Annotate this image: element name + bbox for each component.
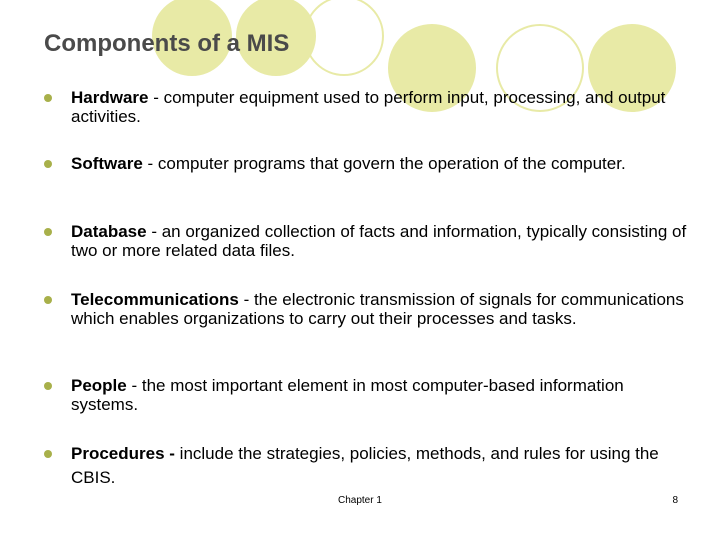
bullet-text: - computer equipment used to perform input, processing, and output activities.: [71, 88, 666, 126]
bullet-dot-icon: [44, 228, 52, 236]
bullet-text: - the most important element in most computer-based information systems.: [71, 376, 624, 414]
bullet-item-procedures: [44, 442, 694, 490]
bullet-item-telecommunications: [44, 290, 694, 328]
bullet-text: - computer programs that govern the operation of the computer.: [142, 154, 626, 173]
page-number: 8: [672, 495, 678, 506]
bullet-term: Software: [71, 154, 143, 173]
bullet-term: Telecommunications: [71, 290, 239, 309]
bullet-dot-icon: [44, 160, 52, 168]
bullet-term: Procedures -: [71, 444, 175, 463]
bullet-dot-icon: [44, 450, 52, 458]
bullet-item-database: [44, 222, 694, 260]
bullet-dot-icon: [44, 94, 52, 102]
bullet-term: People: [71, 376, 127, 395]
bullet-dot-icon: [44, 296, 52, 304]
decor-circle-3: [304, 0, 384, 76]
bullet-item-software: [44, 154, 626, 173]
bullet-item-people: [44, 376, 694, 414]
bullet-term: Database: [71, 222, 147, 241]
bullet-text: - an organized collection of facts and information, typically consisting of two or more related data files.: [71, 222, 687, 260]
slide-title: Components of a MIS: [44, 30, 290, 57]
bullet-text: include the strategies, policies, methods, and rules for using the CBIS.: [71, 444, 659, 487]
bullet-dot-icon: [44, 382, 52, 390]
bullet-term: Hardware: [71, 88, 149, 107]
bullet-item-hardware: [44, 88, 694, 126]
bullet-text: - the electronic transmission of signals for communications which enables organizations to carry out their processes and tasks.: [71, 290, 684, 328]
footer-chapter: Chapter 1: [338, 495, 382, 506]
